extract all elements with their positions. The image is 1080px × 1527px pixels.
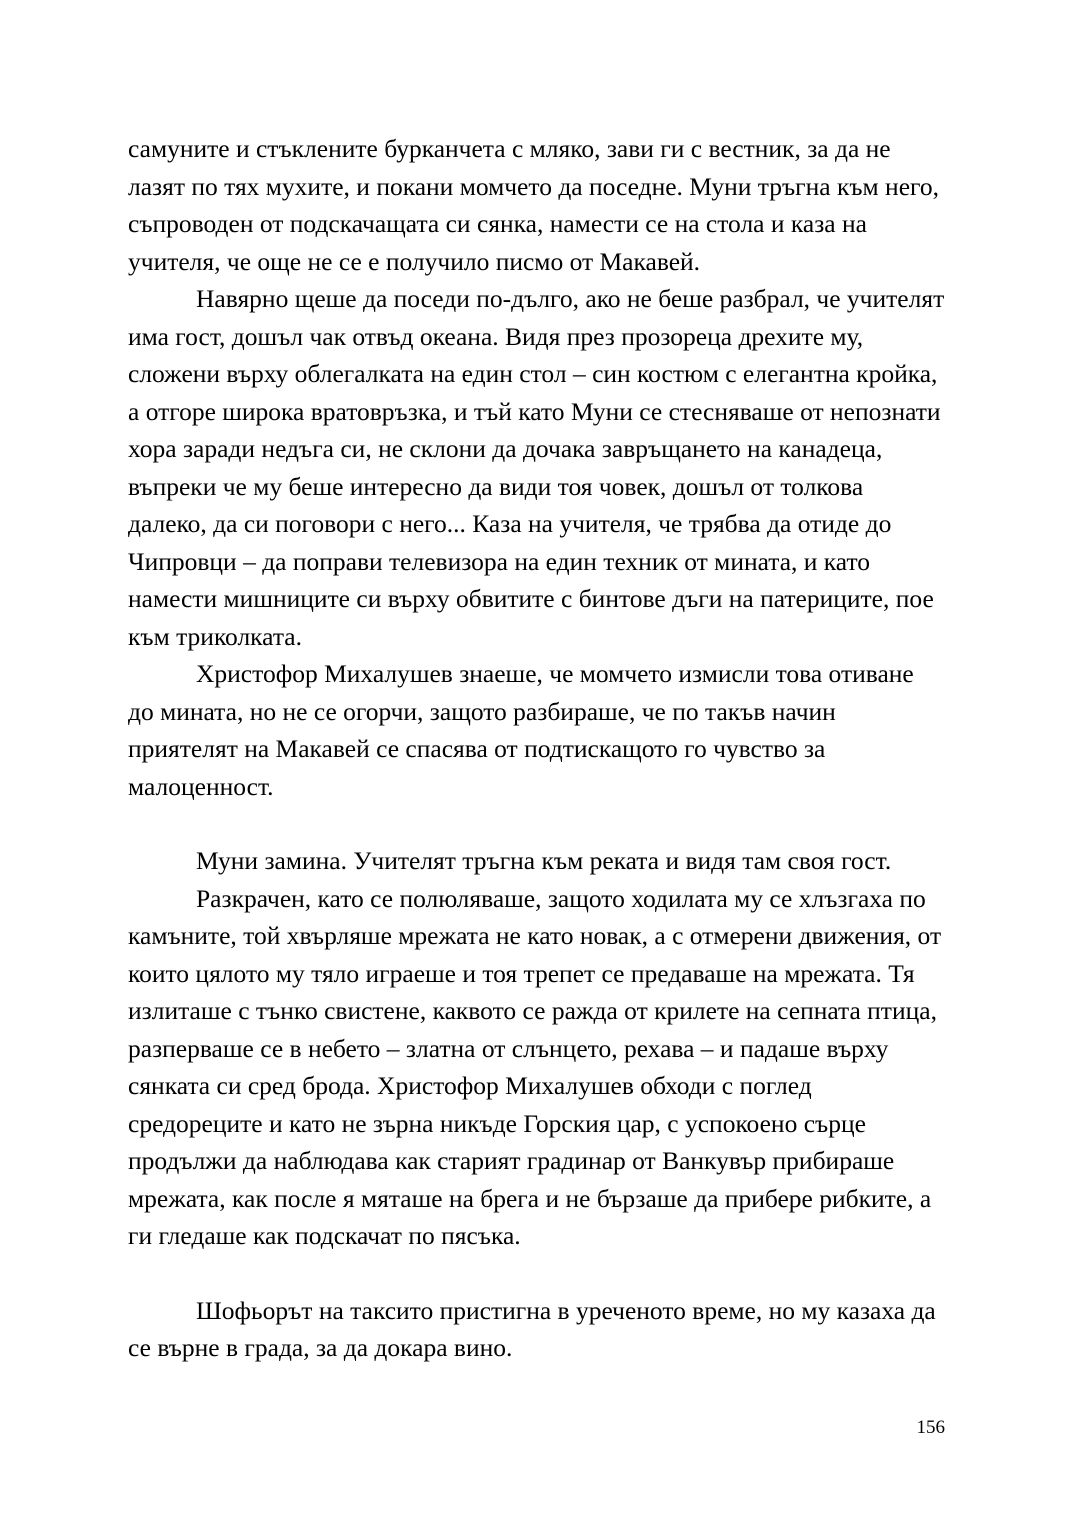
paragraph: Навярно щеше да поседи по-дълго, ако не беше разбрал, че учителят има гост, дошъл чак отвъд океана. Видя през прозореца дрехите му, сложени върху облегалката на един стол – син костюм с елегантна кройка, а отгоре широка вратовръзка, и тъй като Муни се стесняваше от непознати хора заради недъга си, не склони да дочака завръщането на канадеца, въпреки че му беше интересно да види тоя човек, дошъл от толкова далеко, да си поговори с него... Каза на учителя, че трябва да отиде до Чипровци – да поправи телевизора на един техник от мината, и като намести мишниците си върху обвитите с бинтове дъги на патериците, пое към триколката. bbox=[128, 284, 945, 651]
paragraph: Разкрачен, като се полюляваше, защото ходилата му се хлъзгаха по камъните, той хвърляше мрежата не като новак, а с отмерени движения, от които цялото му тяло играеше и тоя трепет се предаваше на мрежата. Тя излиташе с тънко свистене, каквото се ражда от крилете на сепната птица, разперваше се в небето – златна от слънцето, рехава – и падаше върху сянката си сред брода. Христофор Михалушев обходи с поглед средореците и като не зърна никъде Горския цар, с успокоено сърце продължи да наблюдава как старият градинар от Ванкувър прибираше мрежата, как после я мяташе на брега и не бързаше да прибере рибките, а ги гледаше как подскачат по пясъка. bbox=[128, 883, 942, 1250]
page-body bbox=[128, 130, 945, 1367]
paragraph: Муни замина. Учителят тръгна към реката и видя там своя гост. bbox=[196, 846, 892, 875]
paragraph: самуните и стъклените бурканчета с мляко, зави ги с вестник, за да не лазят по тях мухите, и покани момчето да поседне. Муни тръгна към него, съпроводен от подскачащата си сянка, намести се на стола и каза на учителя, че още не се е получило писмо от Макавей. bbox=[128, 134, 939, 276]
paragraph: Христофор Михалушев знаеше, че момчето измисли това отиване до мината, но не се огорчи, защото разбираше, че по такъв начин приятелят на Макавей се спасява от подтискащото го чувство за малоценност. bbox=[128, 659, 914, 801]
paragraph: Шофьорът на таксито пристигна в уреченото време, но му казаха да се върне в града, за да докара вино. bbox=[128, 1295, 936, 1362]
paragraph-spacer bbox=[128, 805, 945, 842]
page-number: 156 bbox=[916, 1417, 945, 1438]
paragraph-spacer bbox=[128, 1255, 945, 1292]
